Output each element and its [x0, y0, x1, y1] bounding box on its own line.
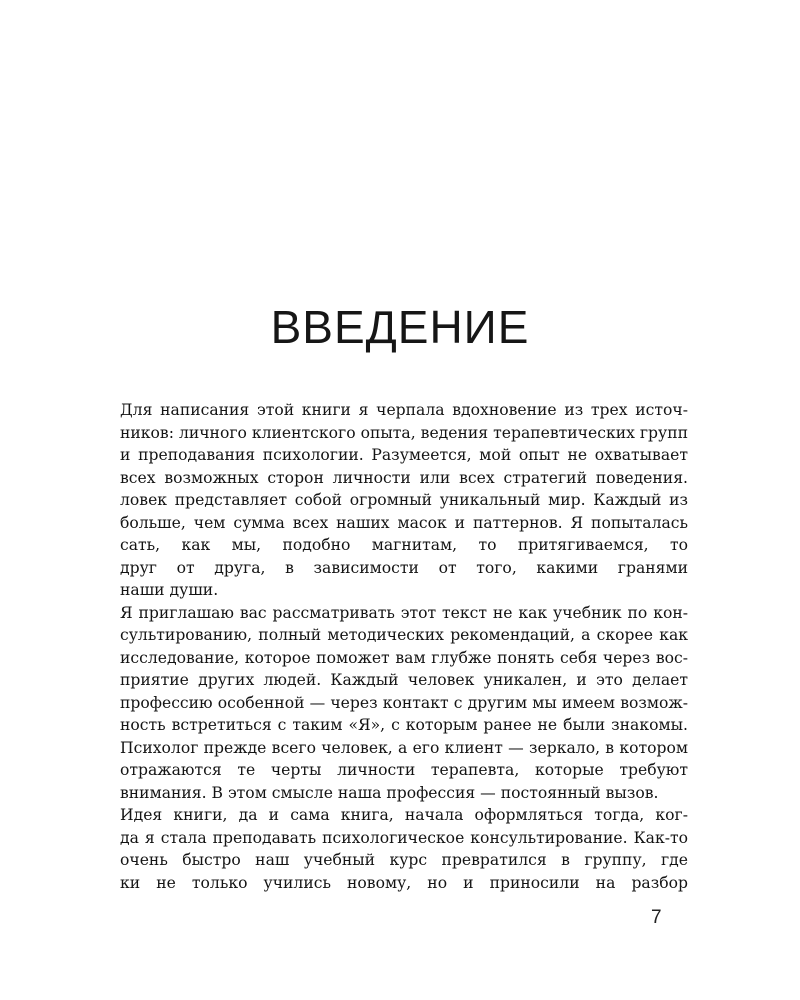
- text-line: профессию особенной — через контакт с другим мы имеем возмож-: [120, 693, 688, 712]
- text-line: очень быстро наш учебный курс превратился в группу, где: [120, 851, 688, 869]
- text-line: всех возможных сторон личности или всех стратегий поведения.: [120, 468, 688, 487]
- text-line: и преподавания психологии. Разумеется, мой опыт не охватывает: [120, 446, 688, 464]
- text-line: больше, чем сумма всех наших масок и паттернов. Я попыталась: [120, 513, 688, 532]
- text-line: исследование, которое поможет вам глубже понять себя через вос-: [120, 648, 688, 667]
- text-line: ников: личного клиентского опыта, ведения терапевтических групп: [120, 423, 688, 442]
- text-line: сультированию, полный методических рекомендаций, а скорее как: [120, 626, 688, 644]
- text-line: Идея книги, да и сама книга, начала оформляться тогда, ког-: [120, 806, 688, 824]
- text-line: ность встретиться с таким «Я», с которым ранее не были знакомы.: [120, 716, 688, 734]
- text-line: наши души.: [120, 581, 219, 599]
- text-line: да я стала преподавать психологическое консультирование. Как-то: [120, 828, 688, 847]
- body-text: [120, 399, 688, 894]
- text-line: Я приглашаю вас рассматривать этот текст не как учебник по кон-: [120, 603, 688, 622]
- text-line: друг от друга, в зависимости от того, какими гранями: [120, 558, 688, 577]
- text-line: ки не только учились новому, но и приносили на разбор: [120, 873, 688, 892]
- page-number: 7: [651, 907, 662, 928]
- text-line: отражаются те черты личности терапевта, которые требуют: [120, 761, 688, 779]
- text-line: ловек представляет собой огромный уникальный мир. Каждый из: [120, 491, 688, 509]
- text-line: приятие других людей. Каждый человек уникален, и это делает: [120, 671, 688, 689]
- text-line: сать, как мы, подобно магнитам, то притягиваемся, то: [120, 536, 688, 554]
- chapter-title: ВВЕДЕНИЕ: [270, 301, 530, 353]
- text-line: Для написания этой книги я черпала вдохновение из трех источ-: [120, 401, 688, 419]
- text-line: Психолог прежде всего человек, а его клиент — зеркало, в котором: [120, 738, 688, 757]
- text-line: внимания. В этом смысле наша профессия — постоянный вызов.: [120, 783, 659, 802]
